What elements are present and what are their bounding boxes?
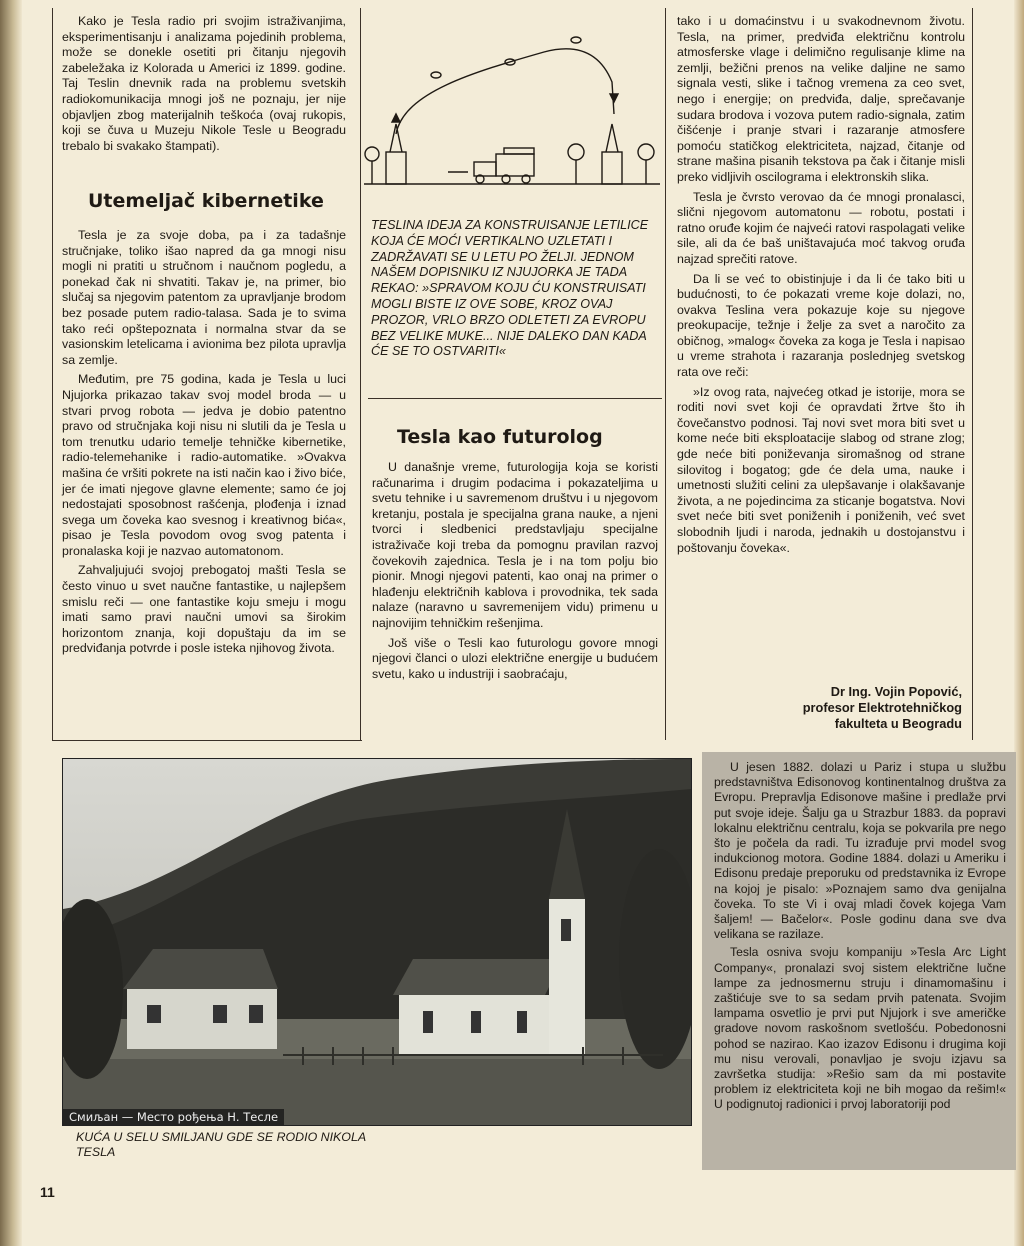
column-2-body xyxy=(372,460,658,686)
paragraph-new-world: »Iz ovog rata, najvećeg otkad je istorije, mora se roditi novi svet koji će opravdati žrtve što ih čovečanstvo podnosi. Taj novi svet mora biti svet u kome neće biti eksploatacije slabog od strane zlog; gde neće biti poniževanja siromašnog od strane silovitog i bogatog; gde će dela uma, nauke i umetnosti služiti celini za ulepšavanje i olakšavanje života, a ne pojedincima za sticanje bogatstva. Novi svet neće biti svet poniženih i poniženih, već svet slobodnih ljudi i naroda, jednakih u dostojanstvu i poštovanju čoveka«. xyxy=(677,384,965,555)
column-1-top xyxy=(62,14,346,158)
paragraph-weapons: Tesla je čvrsto verovao da će mnogi pronalasci, slični njegovom automatonu — robotu, postati i ratno oruđe kojim će najveći ratovi raspolagati velike sile, ali da će baš uništavajuća moć takvog oruđa najzad sprečiti ratove. xyxy=(677,189,965,266)
quote-bottom-rule xyxy=(368,398,662,399)
sidebar-paragraph-company: Tesla osniva svoju kompaniju »Tesla Arc Light Company«, pronalazi svoj sistem električne lučne lampe za jednosmernu struju i dinamomašinu i zaštićuje sve to sa sedam prvih patenata. Svojim lampama osvetlio je prvi put Njujork i sve američke gradove novom raskošnom svetlošću. Pobedonosni pohod se nazirao. Kao izazov Edisonu i drugima koji mu nisu verovali, ponavljao je svoju izjavu sa završetka studija: »Rešio sam da mi postavite problem iz elektriciteta koji ne bih mogao da rešim!« U podignutoj radionici i prvoj laboratoriji pod xyxy=(714,945,1006,1112)
photo-caption: KUĆA U SELU SMILJANU GDE SE RODIO NIKOLA TESLA xyxy=(76,1130,366,1159)
photo-smiljan xyxy=(62,758,692,1126)
sidebar-biography xyxy=(702,752,1016,1170)
column-1-body xyxy=(62,228,346,661)
vtol-illustration xyxy=(364,22,660,190)
column-3-body xyxy=(677,14,965,560)
heading-futurolog: Tesla kao futurolog xyxy=(397,426,603,448)
intro-paragraph: Kako je Tesla radio pri svojim istraživanjima, eksperimentisanju i analizama pojedinih problema, može se donekle osetiti pri čitanju njegovih zabeležaka iz Kolorada u Americi iz 1899. godine. Taj Teslin dnevnik rada na problemu svetskih radiokomunikacija mnogi još ne poznaju, jer nije objavljen zbog materijalnih teškoća (ovaj rukopis, koji se čuva u Muzeju Nikole Tesle u Beogradu trebalo bi svakako štampati). xyxy=(62,14,346,153)
paragraph-predictions: tako i u domaćinstvu i u svakodnevnom životu. Tesla, na primer, predviđa električnu kontrolu atmosferske vlage i delimično regulisanje klime na zemlji, bežični prenos na velike daljine ne samo signala vesti, slike i tačnog vremena za ceo svet, nego i energije; on predviđa, dalje, sprečavanje sudara brodova i vozova putem radio-signala, zatim čišćenje i pranje stvari i razaranje atmosfere pomoću statičkog elektriciteta, najzad, čitanje od strane mašina pisanih tekstova pa čak i čitanje misli preko vidljivih oscilograma i elektronskih slika. xyxy=(677,14,965,184)
sidebar-paragraph-paris: U jesen 1882. dolazi u Pariz i stupa u službu predstavništva Edisonovog kontinentalnog društva za Evropu. Prepravlja Edisonove mašine i predlaže prvi put svoje ideje. Šalju ga u Strazbur 1883. da popravi lokalnu električnu centralu, koja se pokvarila pre nego što je počela da radi. Tu izrađuje prvi model svog indukcionog motora. Godine 1884. dolazi u Ameriku i Edisonu predaje preporuku od predstavnika iz Evrope na kojoj je pisalo: »Poznajem samo dva genijalna čoveka. To ste Vi i ovaj mladi čovek kojega Vam šaljem! — Bačelor«. Posle godinu dana sve dva velikana se razilaze. xyxy=(714,760,1006,942)
page-binding-edge xyxy=(0,0,22,1246)
column-3-right-rule xyxy=(972,8,973,740)
heading-utemeljac: Utemeljač kibernetike xyxy=(88,190,324,212)
paragraph-future: Da li se već to obistinjuje i da li će tako biti u budućnosti, to će pokazati vreme koje dolazi, no, ovakva Teslina vera pokazuje koje su njegove preokupacije, težnje i želje za svet a naročito za običnog, »malog« čoveka za koga je Tesla i napisao u vreme strahota i razaranja poslednjeg svetskog rata ove reči: xyxy=(677,271,965,380)
paragraph-patent: Tesla je za svoje doba, pa i za tadašnje stručnjake, toliko išao napred da ga mnogi nisu mogli ni pratiti u stručnom i naučnom pogledu, a ponekad čak ni shvatiti. Takav je, na primer, bio slučaj sa njegovim patentom za upravljanje brodom bez posade putem radio-talasa. Sada je to svima tako reći opštepoznata i normalna stvar da se vasionskim letelicama i avionima bez pilota upravlja sa zemlje. xyxy=(62,228,346,367)
paragraph-fantasy: Zahvaljujući svojoj prebogatoj mašti Tesla se često vinuo u svet naučne fantastike, u najlepšem smislu reči — one fantastike koju smeju i mogu imati samo pravi naučni umovi sa širokim horizontom znanja, koji dopuštaju da im se predviđanja potvrde i posle isteka njihovog života. xyxy=(62,563,346,656)
paragraph-futurology: U današnje vreme, futurologija koja se koristi računarima i drugim podacima i pokazateljima u svetu tehnike i u savremenom društvu i u njegovom kretanju, postala je specijalna grana nauke, a njeni tvorci i sledbenici predstavljaju specijalne istraživače koji treba da pomognu pravilan razvoj čovekovih zajednica. Tesla je i na tom polju bio pionir. Mnogi njegovi patenti, kao onaj na primer o hlađenju električnih kablova i provodnika, tek sada nalaze (naravno u savremenijem vidu) primenu u najnovijim tehničkim rešenjima. xyxy=(372,460,658,630)
column-2-right-rule xyxy=(665,8,666,740)
author-faculty: fakulteta u Beogradu xyxy=(834,716,962,731)
paragraph-robot: Međutim, pre 75 godina, kada je Tesla u luci Njujorka prikazao takav svoj model broda — u stvari prvog robota — jedva je dobio patentno pravo od stručnjaka koji nisu ni slutili da je Tesla u tom trenutku udario temelje tehničke kibernetike, radio-telemehanike i radio-automatike. »Ovakva mašina će vršiti pokrete na isti način kao i živo biće, jer će imati njegove glavne elemente; samo će joj nedostajati sposobnost rašćenja, plođenja i iznad svega um čoveka kao svesnog i kreativnog bića«, pisao je Tesla povodom ovog svog patenta i pronalaska koji je nazvao automatonom. xyxy=(62,372,346,558)
author-signature xyxy=(700,684,962,732)
teslin-quote: TESLINA IDEJA ZA KONSTRUISANJE LETILICE KOJA ĆE MOĆI VERTIKALNO UZLETATI I ZADRŽAVATI SE U LETU PO ŽELJI. JEDNOM NAŠEM DOPISNIKU IZ NJUJORKA JE TADA REKAO: »SPRAVOM KOJU ĆU KONSTRUISATI MOGLI BISTE IZ OVE SOBE, KROZ OVAJ PROZOR, VRLO BRZO ODLETETI ZA EVROPU BEZ VELIKE MUKE... NIJE DALEKO DAN KADA ĆE SE TO OSTVARITI« xyxy=(371,218,649,359)
column-1-right-rule xyxy=(360,8,361,740)
column-1-left-rule xyxy=(52,8,53,740)
author-name: Dr Ing. Vojin Popović, xyxy=(830,684,962,699)
author-title: profesor Elektrotehničkog xyxy=(802,700,962,715)
photo-image xyxy=(63,759,691,1125)
photo-label: Смиљан — Место рођења Н. Тесле xyxy=(63,1109,284,1125)
column-1-bottom-rule xyxy=(52,740,362,741)
page-number: 11 xyxy=(40,1184,55,1200)
paragraph-articles: Još više o Tesli kao futurologu govore mnogi njegovi članci o ulozi električne energije u budućem svetu, kako u industriji i saobraćaju, xyxy=(372,635,658,681)
